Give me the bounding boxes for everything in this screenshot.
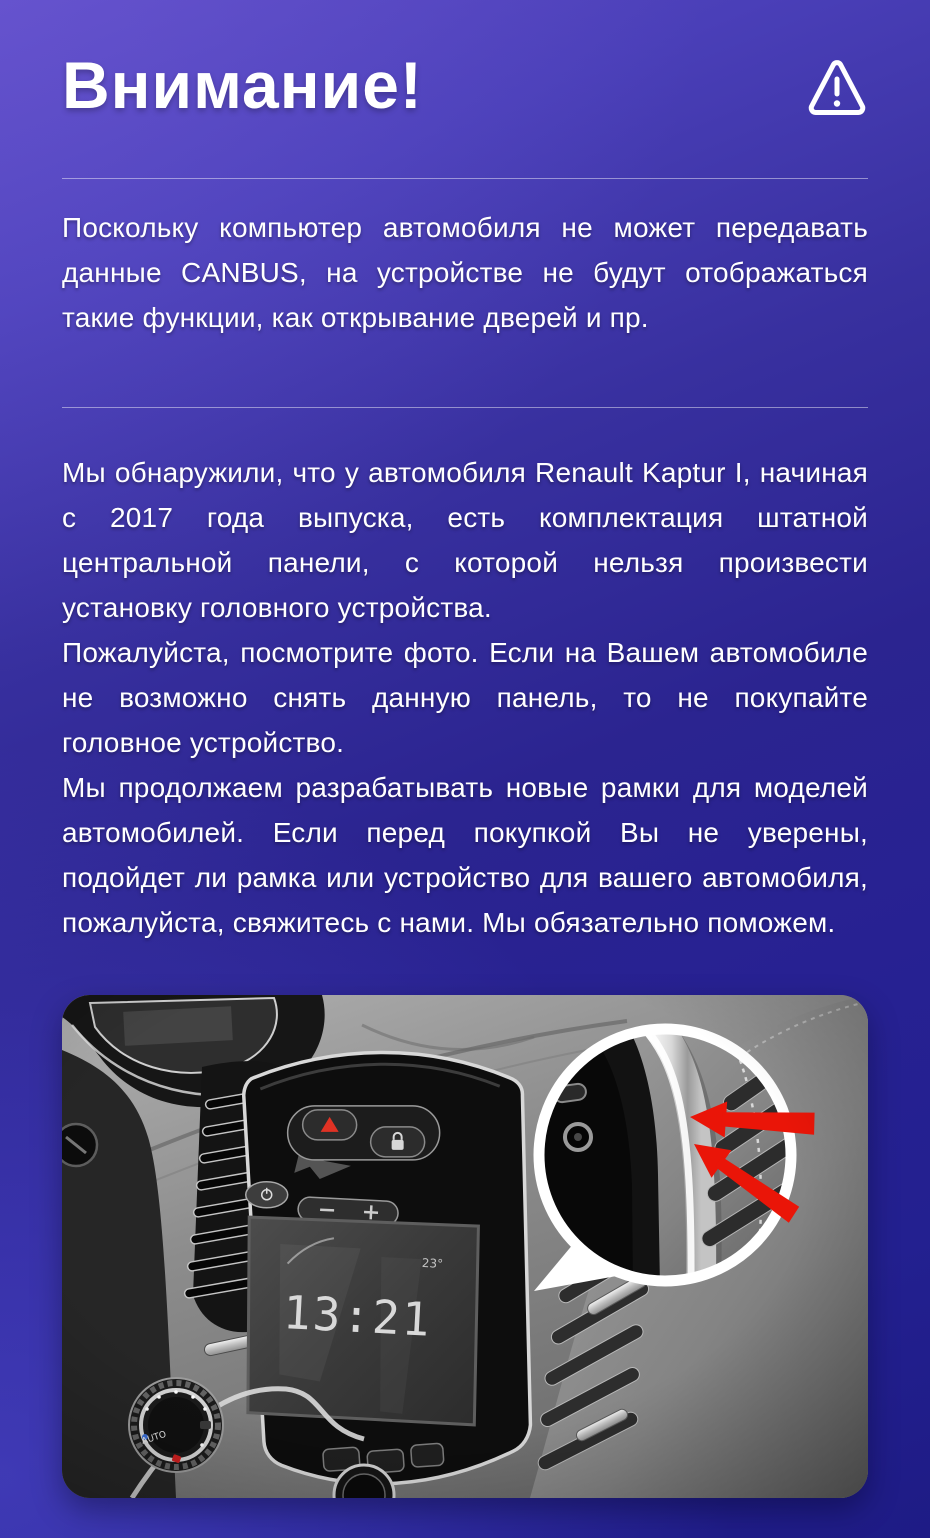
page-title: Внимание!	[62, 48, 423, 122]
dashboard-photo	[62, 995, 868, 1498]
header	[62, 48, 868, 122]
paragraph-kaptur: Мы обнаружили, что у автомобиля Renault Kaptur I, начиная с 2017 года выпуска, есть комплектация штатной центральной панели, с которой нельзя произвести установку головного устройства.	[62, 457, 868, 623]
divider-middle	[62, 407, 868, 408]
divider-top	[62, 178, 868, 179]
notice-text-block	[62, 450, 868, 945]
paragraph-contact-us: Мы продолжаем разрабатывать новые рамки для моделей автомобилей. Если перед покупкой Вы не уверены, подойдет ли рамка или устройство для вашего автомобиля, пожалуйста, свяжитесь с нами. Мы обязательно поможем.	[62, 772, 868, 938]
paragraph-canbus: Поскольку компьютер автомобиля не может передавать данные CANBUS, на устройстве не будут отображаться такие функции, как открывание дверей и пр.	[62, 212, 868, 333]
paragraph-check-photo: Пожалуйста, посмотрите фото. Если на Вашем автомобиле не возможно снять данную панель, то не покупайте головное устройство.	[62, 637, 868, 758]
warning-triangle-icon	[806, 58, 868, 116]
dashboard-illustration	[62, 995, 868, 1498]
